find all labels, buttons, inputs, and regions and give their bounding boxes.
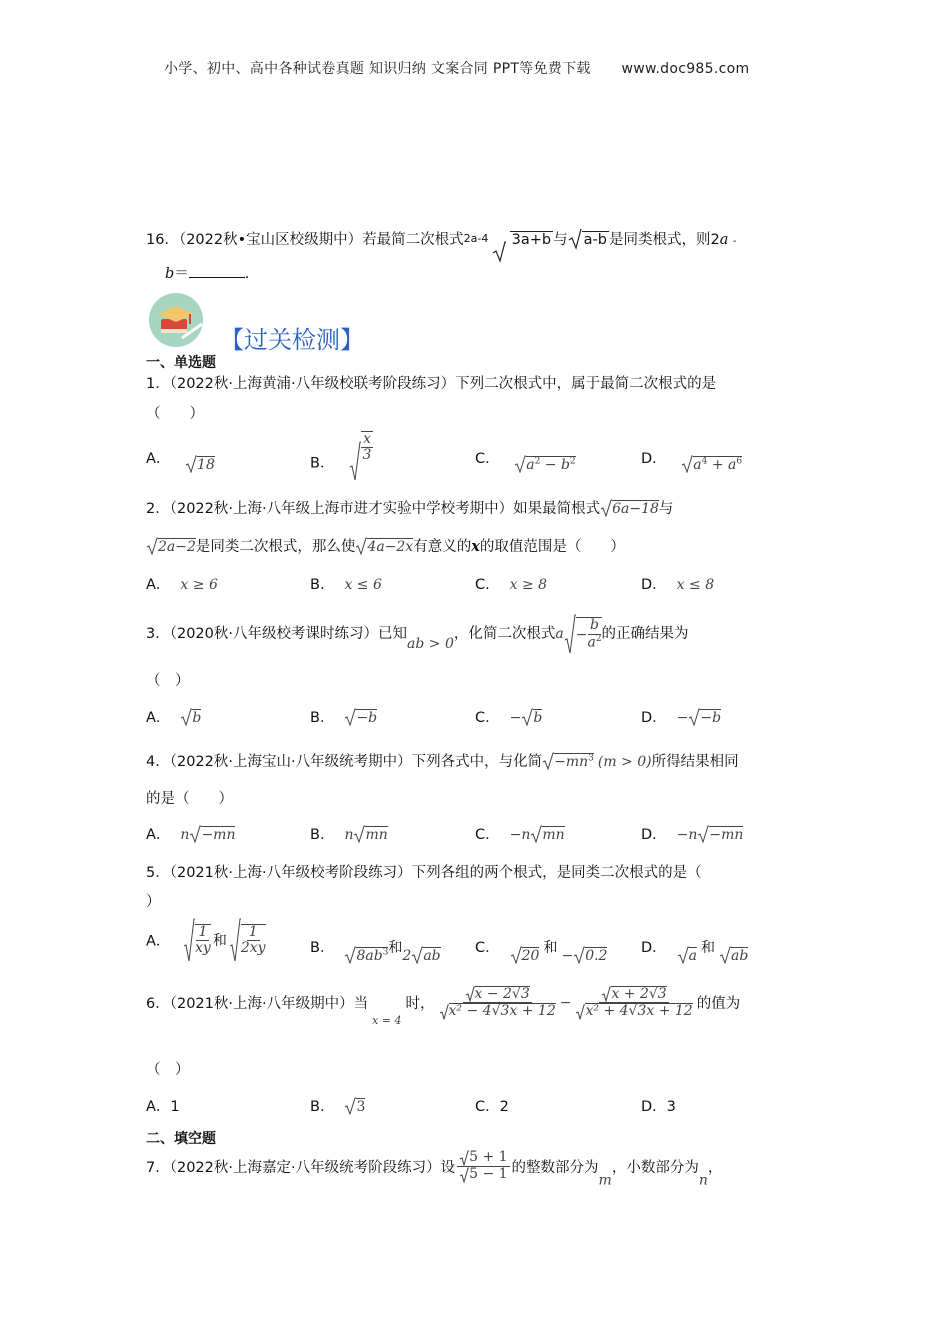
- radical-sign-icon: [465, 986, 475, 1002]
- question-6-paren: （ ）: [146, 1062, 190, 1078]
- q6-c-value: 2: [499, 1099, 509, 1115]
- q4-option-c[interactable]: [475, 823, 565, 844]
- q4-a-radicand: −mn: [201, 827, 236, 843]
- radical-sign-icon: [344, 1097, 356, 1115]
- q2-radicand-2: 2a−2: [158, 539, 196, 555]
- radical-sign-icon: [439, 1004, 449, 1020]
- radical-sign-icon: [510, 946, 522, 964]
- q7-var-n: n: [698, 1172, 708, 1189]
- q16-dash: -: [732, 236, 737, 247]
- radical-sign-icon: [530, 825, 542, 843]
- q3-b-radicand: −b: [356, 710, 378, 726]
- section-title-single-choice: 一、单选题: [146, 355, 216, 371]
- q5-and: 和: [701, 940, 716, 956]
- q3-num: b: [590, 617, 599, 634]
- q4-d-radicand: −mn: [709, 827, 744, 843]
- q5-a1-den: xy: [195, 940, 211, 956]
- q4-b-coef: n: [344, 827, 354, 843]
- option-label: C．: [475, 827, 500, 843]
- q2-option-a[interactable]: [146, 573, 218, 594]
- q2-text-4: 有意义的: [413, 539, 472, 555]
- q4-option-d[interactable]: [641, 823, 743, 844]
- q16-radicand-1: 3a+b: [511, 232, 552, 248]
- radical-sign-icon: [688, 708, 700, 726]
- q2-d-value: x ≤ 8: [676, 577, 715, 593]
- q4-c-radicand: mn: [542, 827, 565, 843]
- q2-c-value: x ≥ 8: [509, 577, 548, 593]
- question-1-paren: （ ）: [146, 406, 204, 422]
- option-label: D．: [641, 1099, 667, 1115]
- q4-text-1: 4．（2022秋·上海宝山·八年级统考期中）下列各式中，与化简: [146, 754, 543, 770]
- q1-c-radicand: $a^2 - b^2$: [526, 456, 576, 473]
- q6-b-radicand: 3: [356, 1099, 366, 1115]
- page-header: [164, 58, 749, 78]
- option-label: A．: [146, 577, 171, 593]
- q2-text-2: 与: [658, 501, 674, 517]
- q4-radicand: −mn: [554, 754, 589, 770]
- option-label: D．: [641, 451, 667, 467]
- q6-option-d[interactable]: [641, 1095, 676, 1116]
- q4-a-coef: n: [180, 827, 190, 843]
- q5-option-b[interactable]: B． $8ab^3$和2 ab: [310, 940, 441, 964]
- q2-var-x: x: [471, 538, 480, 555]
- q6-option-a[interactable]: [146, 1095, 180, 1116]
- q1-d-radicand: $a^4 + a^6$: [693, 456, 743, 473]
- q1-option-a[interactable]: [146, 447, 215, 473]
- question-4-line1: 4．（2022秋·上海宝山·八年级统考期中）下列各式中，与化简 $-mn^3$ (m > 0)所得结果相同: [146, 753, 739, 770]
- q6-text-2: 时，: [405, 996, 435, 1013]
- q2-text-5: 的取值范围是（ ）: [479, 539, 625, 555]
- radical-sign-icon: [677, 946, 689, 964]
- option-label: B．: [310, 455, 335, 472]
- option-label: D．: [641, 577, 667, 593]
- q2-radicand-3: 4a−2x: [367, 539, 414, 555]
- q5-option-c[interactable]: [475, 936, 608, 964]
- q7-var-m: m: [598, 1172, 612, 1189]
- q5-d2: ab: [731, 948, 749, 964]
- radical-sign-icon: [492, 241, 506, 263]
- radical-sign-icon: [697, 825, 709, 843]
- q5-a1-num: 1: [198, 923, 208, 940]
- radical-sign-icon: [189, 825, 201, 843]
- q6-den-1: x² − 4√3x + 12: [448, 1003, 556, 1020]
- question-6-line1: [146, 986, 741, 1028]
- q16-var-a: a: [719, 232, 729, 248]
- option-label: A．: [146, 933, 171, 950]
- q5-option-a[interactable]: [146, 918, 266, 962]
- option-label: A．: [146, 1099, 171, 1115]
- q3-coef: a: [555, 626, 564, 642]
- option-label: B．: [310, 940, 335, 956]
- q6-condition: x = 4: [372, 1014, 402, 1028]
- question-5-line1: 5．（2021秋·上海·八年级校考阶段练习）下列各组的两个根式，是同类二次根式的是（: [146, 865, 702, 881]
- q16-mid: 与: [553, 232, 568, 248]
- q3-text-2: ，化简二次根式: [453, 626, 556, 642]
- q2-text-1: 2．（2022秋·上海·八年级上海市进才实验中学校考期中）如果最简根式: [146, 501, 601, 517]
- option-label: B．: [310, 1099, 335, 1115]
- q5-c1: 20: [521, 948, 540, 964]
- q6-num-2: x + 2√3: [611, 986, 667, 1002]
- radical-sign-icon: [344, 946, 356, 964]
- q1-option-d[interactable]: [641, 447, 743, 473]
- radical-sign-icon: [183, 918, 195, 962]
- option-label: A．: [146, 710, 171, 726]
- q16-root-index: 2a-4: [463, 232, 489, 245]
- q3-c-radicand: b: [533, 710, 543, 726]
- q7-text-1: 7．（2022秋·上海嘉定·八年级统考阶段练习）设: [146, 1160, 456, 1176]
- option-label: D．: [641, 710, 667, 726]
- q6-text-1: 6．（2021秋·上海·八年级期中）当: [146, 996, 369, 1013]
- q2-b-value: x ≤ 6: [344, 577, 382, 593]
- q1-b-den: 3: [362, 447, 372, 464]
- q5-b1: 8ab: [356, 948, 383, 964]
- q2-option-c[interactable]: [475, 573, 547, 594]
- radical-sign-icon: [185, 455, 197, 473]
- radical-sign-icon: [353, 825, 365, 843]
- q5-and: 和: [388, 940, 403, 956]
- answer-blank[interactable]: [189, 263, 245, 278]
- option-label: D．: [641, 940, 667, 956]
- q16-tail: 是同类根式，则2: [608, 232, 720, 248]
- option-label: B．: [310, 827, 335, 843]
- section-title-fill-blank: 二、填空题: [146, 1131, 216, 1147]
- radical-sign-icon: [349, 441, 361, 481]
- q5-c2: 0.2: [585, 948, 608, 964]
- q1-b-num: x: [363, 431, 371, 447]
- q3-a-radicand: b: [192, 710, 202, 726]
- q3-option-b[interactable]: [310, 706, 377, 727]
- radical-sign-icon: [521, 708, 533, 726]
- q4-text-2: 所得结果相同: [651, 754, 739, 770]
- radical-sign-icon: [411, 946, 423, 964]
- q1-a-radicand: 18: [197, 457, 215, 473]
- q7-den: 5 − 1: [469, 1166, 508, 1183]
- q1-option-b[interactable]: [310, 431, 372, 497]
- q5-b2-coef: 2: [402, 948, 412, 964]
- radical-sign-icon: [681, 455, 693, 473]
- q4-b-radicand: mn: [365, 827, 388, 843]
- radical-sign-icon: [229, 918, 241, 962]
- option-label: A．: [146, 827, 171, 843]
- question-2-line2: [146, 535, 625, 556]
- q5-a2-den: 2xy: [240, 940, 266, 956]
- q6-option-b[interactable]: [310, 1095, 365, 1116]
- q6-num-1: x − 2√3: [474, 986, 530, 1002]
- radical-sign-icon: [514, 455, 526, 473]
- option-label: C．: [475, 1099, 500, 1115]
- q7-num: 5 + 1: [469, 1149, 508, 1166]
- question-4-line2: 的是（ ）: [146, 791, 233, 807]
- q6-minus: −: [559, 994, 572, 1011]
- q5-c2-sign: −: [561, 948, 574, 964]
- radical-sign-icon: [600, 499, 612, 517]
- question-3-line1: 3．（2020秋·八年级校考课时练习）已知ab > 0，化简二次根式 a − $\frac{b}{a^2}$ 的正确结果为: [146, 614, 689, 654]
- q3-option-d[interactable]: [641, 706, 721, 727]
- option-label: B．: [310, 577, 335, 593]
- q5-and: 和: [543, 940, 558, 956]
- q3-condition: ab > 0: [407, 636, 454, 652]
- q6-text-3: 的值为: [696, 996, 741, 1013]
- q4-option-b[interactable]: [310, 823, 388, 844]
- q5-and: 和: [212, 933, 227, 949]
- radical-sign-icon: [601, 986, 611, 1002]
- q6-a-value: 1: [170, 1099, 180, 1115]
- q2-text-3: 是同类二次根式，那么使: [195, 539, 356, 555]
- radical-sign-icon: [180, 708, 192, 726]
- question-16: [146, 228, 737, 249]
- question-16-line2: [165, 262, 249, 283]
- radical-sign-icon: [564, 614, 576, 654]
- q3-c-sign: −: [509, 710, 522, 726]
- option-label: D．: [641, 827, 667, 843]
- option-label: C．: [475, 710, 500, 726]
- radical-sign-icon: [459, 1167, 469, 1183]
- q3-option-c[interactable]: [475, 706, 542, 727]
- q5-d1: a: [688, 948, 698, 964]
- option-label: C．: [475, 451, 500, 467]
- option-label: C．: [475, 577, 500, 593]
- header-text: 小学、初中、高中各种试卷真题 知识归纳 文案合同 PPT等免费下载: [164, 61, 591, 77]
- q6-option-c[interactable]: [475, 1095, 509, 1116]
- radical-sign-icon: [459, 1150, 469, 1166]
- q3-den: $a^2$: [587, 633, 602, 651]
- option-label: C．: [475, 940, 500, 956]
- q4-condition: (m > 0): [597, 754, 652, 770]
- radical-sign-icon: [355, 537, 367, 555]
- q2-option-b[interactable]: [310, 573, 382, 594]
- q3-text-3: 的正确结果为: [601, 626, 689, 642]
- q4-c-coef: −n: [509, 827, 531, 843]
- q2-a-value: x ≥ 6: [180, 577, 218, 593]
- q16-equals: ＝: [174, 266, 189, 282]
- q2-radicand-1: 6a−18: [612, 501, 659, 517]
- q1-option-c[interactable]: [475, 447, 576, 473]
- book-graduation-cap-icon: [148, 292, 204, 348]
- q4-option-a[interactable]: [146, 823, 235, 844]
- question-7-line1: [146, 1150, 722, 1189]
- question-2-line1: [146, 497, 673, 518]
- q4-d-coef: −n: [676, 827, 698, 843]
- question-5-line2: ）: [146, 894, 161, 910]
- q5-option-d[interactable]: [641, 936, 749, 964]
- header-url[interactable]: www.doc985.com: [621, 61, 750, 77]
- q2-option-d[interactable]: [641, 573, 714, 594]
- question-3-paren: （ ）: [146, 673, 190, 689]
- question-1: 1．（2022秋·上海黄浦·八年级校联考阶段练习）下列二次根式中，属于最简二次根式的是: [146, 376, 717, 392]
- q3-d-sign: −: [676, 710, 689, 726]
- q6-d-value: 3: [666, 1099, 676, 1115]
- radical-sign-icon: [146, 537, 158, 555]
- q3-d-radicand: −b: [700, 710, 722, 726]
- q16-var-b: b: [165, 266, 175, 282]
- q7-text-2: 的整数部分为: [511, 1160, 599, 1176]
- option-label: A．: [146, 451, 171, 467]
- radical-sign-icon: [344, 708, 356, 726]
- q6-den-2: x² + 4√3x + 12: [585, 1003, 693, 1020]
- q3-option-a[interactable]: [146, 706, 201, 727]
- q7-text-3: ，小数部分为: [611, 1160, 699, 1176]
- q16-period: .: [244, 266, 250, 282]
- q16-lead: 16．（2022秋•宝山区校级期中）若最简二次根式: [146, 232, 464, 248]
- q7-text-4: ，: [707, 1160, 723, 1176]
- q16-radicand-2: a-b: [583, 232, 607, 248]
- radical-sign-icon: [573, 946, 585, 964]
- q3-text-1: 3．（2020秋·八年级校考课时练习）已知: [146, 626, 407, 642]
- radical-sign-icon: [575, 1004, 585, 1020]
- option-label: B．: [310, 710, 335, 726]
- radical-sign-icon: [719, 946, 731, 964]
- q5-a2-num: 1: [248, 923, 258, 940]
- radical-sign-icon: [542, 752, 554, 770]
- section-banner-title: 【过关检测】: [220, 326, 364, 354]
- q5-b2: ab: [423, 948, 441, 964]
